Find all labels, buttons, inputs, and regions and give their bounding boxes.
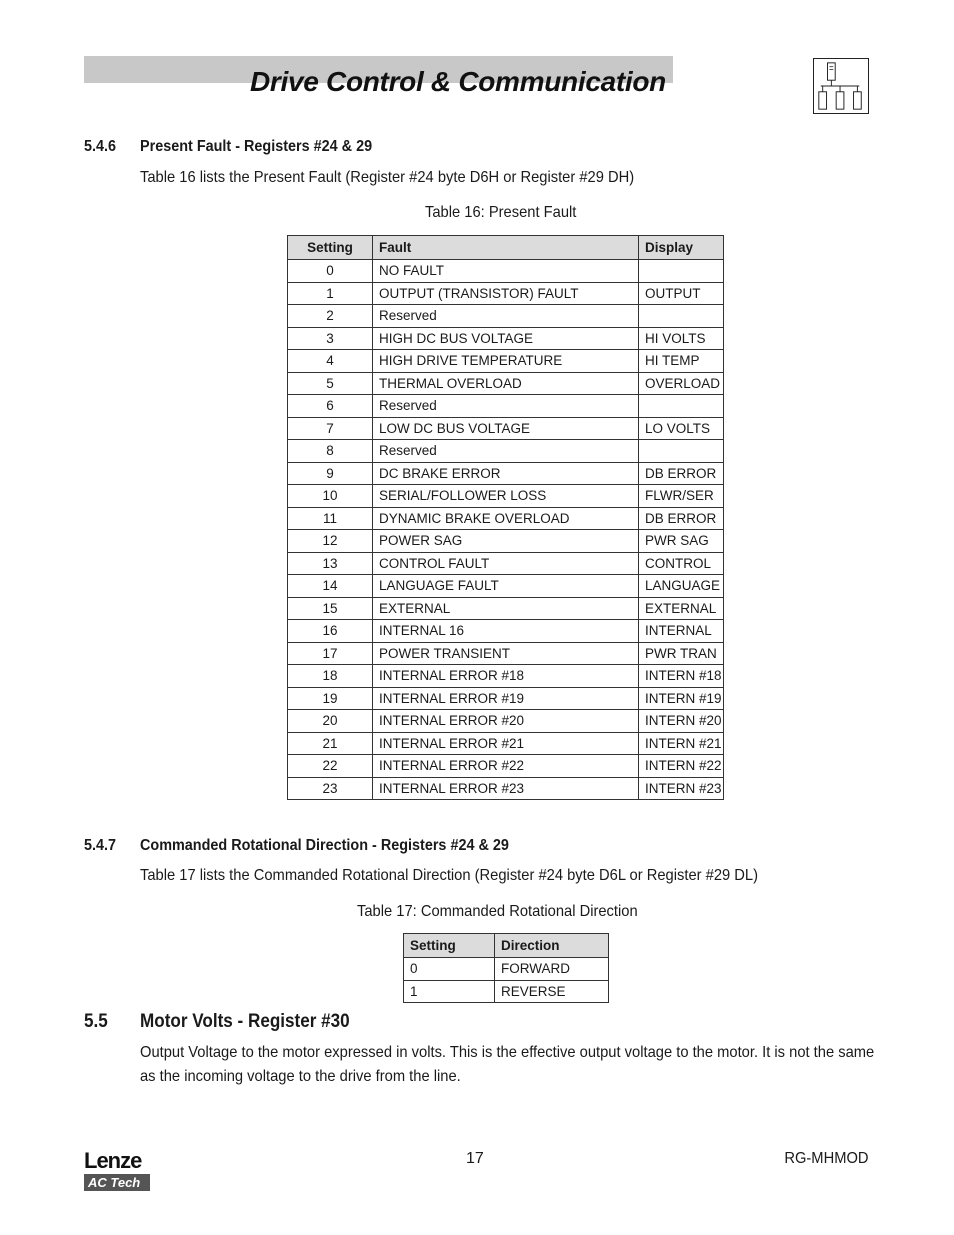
table-header-row xyxy=(404,934,609,958)
table-cell: 12 xyxy=(288,530,373,553)
table-cell xyxy=(639,305,724,328)
table-cell: 0 xyxy=(404,958,495,981)
table-cell: 0 xyxy=(288,260,373,283)
section-title: Present Fault - Registers #24 & 29 xyxy=(140,138,373,155)
table-cell: 1 xyxy=(288,282,373,305)
table-cell: OUTPUT xyxy=(639,282,724,305)
table-row xyxy=(288,597,724,620)
table-cell: FLWR/SER xyxy=(639,485,724,508)
table-cell: EXTERNAL xyxy=(639,597,724,620)
table-row xyxy=(288,507,724,530)
table-cell: 14 xyxy=(288,575,373,598)
table-cell: REVERSE xyxy=(495,980,609,1003)
table-row xyxy=(288,552,724,575)
table-cell xyxy=(639,260,724,283)
table-cell: NO FAULT xyxy=(373,260,639,283)
table-cell: INTERNAL ERROR #21 xyxy=(373,732,639,755)
table-header-row xyxy=(288,236,724,260)
table-cell: 11 xyxy=(288,507,373,530)
table-cell: 7 xyxy=(288,417,373,440)
section-body: Output Voltage to the motor expressed in volts. This is the effective output voltage to the motor. It is not the same as the incoming voltage to the drive from the line. xyxy=(140,1044,875,1085)
table-cell: 4 xyxy=(288,350,373,373)
table-row xyxy=(288,530,724,553)
table-cell: 13 xyxy=(288,552,373,575)
table-row xyxy=(288,755,724,778)
table-row xyxy=(288,260,724,283)
table-row xyxy=(404,958,609,981)
table-cell: INTERNAL ERROR #22 xyxy=(373,755,639,778)
table-cell xyxy=(639,440,724,463)
table-row xyxy=(288,395,724,418)
table-cell: INTERN #21 xyxy=(639,732,724,755)
fault-table xyxy=(287,235,724,800)
page-number: 17 xyxy=(466,1150,484,1167)
table-row xyxy=(288,350,724,373)
table-cell: DB ERROR xyxy=(639,507,724,530)
table-cell: INTERN #20 xyxy=(639,710,724,733)
column-header: Setting xyxy=(404,934,495,958)
column-header: Direction xyxy=(495,934,609,958)
section-title: Commanded Rotational Direction - Registers #24 & 29 xyxy=(140,837,509,854)
table-cell: HIGH DC BUS VOLTAGE xyxy=(373,327,639,350)
section-number: 5.5 xyxy=(84,1011,108,1032)
table-row xyxy=(404,980,609,1003)
table-row xyxy=(288,305,724,328)
table-row xyxy=(288,732,724,755)
table-cell: DYNAMIC BRAKE OVERLOAD xyxy=(373,507,639,530)
table-row xyxy=(288,440,724,463)
table-row xyxy=(288,282,724,305)
table-cell: 3 xyxy=(288,327,373,350)
table-cell: 23 xyxy=(288,777,373,800)
table-cell: INTERNAL ERROR #18 xyxy=(373,665,639,688)
document-id: RG-MHMOD xyxy=(784,1150,869,1167)
table-cell: INTERNAL 16 xyxy=(373,620,639,643)
table-cell: INTERN #23 xyxy=(639,777,724,800)
table-cell: 17 xyxy=(288,642,373,665)
table-cell: INTERNAL xyxy=(639,620,724,643)
table-cell: CONTROL FAULT xyxy=(373,552,639,575)
table-cell: EXTERNAL xyxy=(373,597,639,620)
table-cell: Reserved xyxy=(373,395,639,418)
table-cell: CONTROL xyxy=(639,552,724,575)
table-cell: 20 xyxy=(288,710,373,733)
table-cell: OVERLOAD xyxy=(639,372,724,395)
table-cell: THERMAL OVERLOAD xyxy=(373,372,639,395)
column-header: Display xyxy=(639,236,724,260)
table-cell: OUTPUT (TRANSISTOR) FAULT xyxy=(373,282,639,305)
table-cell: INTERNAL ERROR #20 xyxy=(373,710,639,733)
table-cell: INTERNAL ERROR #23 xyxy=(373,777,639,800)
table-cell: HIGH DRIVE TEMPERATURE xyxy=(373,350,639,373)
table-row xyxy=(288,417,724,440)
table-cell: FORWARD xyxy=(495,958,609,981)
logo-subtext: AC Tech xyxy=(84,1174,150,1191)
direction-table xyxy=(403,933,609,1003)
table-cell: 1 xyxy=(404,980,495,1003)
table-caption: Table 17: Commanded Rotational Direction xyxy=(357,903,638,920)
table-row xyxy=(288,665,724,688)
section-number: 5.4.7 xyxy=(84,837,117,854)
page-title: Drive Control & Communication xyxy=(250,66,666,97)
table-cell: 16 xyxy=(288,620,373,643)
table-cell: 10 xyxy=(288,485,373,508)
table-row xyxy=(288,372,724,395)
section-intro: Table 17 lists the Commanded Rotational Direction (Register #24 byte D6L or Register #29 DL) xyxy=(140,867,759,884)
table-cell: 8 xyxy=(288,440,373,463)
table-row xyxy=(288,485,724,508)
table-cell: HI TEMP xyxy=(639,350,724,373)
section-number: 5.4.6 xyxy=(84,138,117,155)
table-cell: SERIAL/FOLLOWER LOSS xyxy=(373,485,639,508)
network-diagram-icon xyxy=(813,58,869,114)
table-row xyxy=(288,575,724,598)
table-cell: LANGUAGE xyxy=(639,575,724,598)
table-caption: Table 16: Present Fault xyxy=(425,204,577,221)
table-cell: INTERN #22 xyxy=(639,755,724,778)
table-cell xyxy=(639,395,724,418)
table-cell: PWR SAG xyxy=(639,530,724,553)
table-cell: DB ERROR xyxy=(639,462,724,485)
table-cell: LANGUAGE FAULT xyxy=(373,575,639,598)
table-cell: INTERNAL ERROR #19 xyxy=(373,687,639,710)
table-cell: PWR TRAN xyxy=(639,642,724,665)
section-intro: Table 16 lists the Present Fault (Register #24 byte D6H or Register #29 DH) xyxy=(140,169,635,186)
table-cell: 15 xyxy=(288,597,373,620)
table-row xyxy=(288,642,724,665)
table-cell: POWER TRANSIENT xyxy=(373,642,639,665)
table-cell: LO VOLTS xyxy=(639,417,724,440)
table-cell: Reserved xyxy=(373,305,639,328)
table-cell: POWER SAG xyxy=(373,530,639,553)
table-row xyxy=(288,687,724,710)
section-title: Motor Volts - Register #30 xyxy=(140,1011,350,1032)
table-cell: HI VOLTS xyxy=(639,327,724,350)
table-cell: LOW DC BUS VOLTAGE xyxy=(373,417,639,440)
table-cell: INTERN #19 xyxy=(639,687,724,710)
table-row xyxy=(288,777,724,800)
table-cell: 2 xyxy=(288,305,373,328)
table-cell: 19 xyxy=(288,687,373,710)
table-cell: 6 xyxy=(288,395,373,418)
table-cell: 9 xyxy=(288,462,373,485)
table-row xyxy=(288,620,724,643)
column-header: Fault xyxy=(373,236,639,260)
logo-wordmark: Lenze xyxy=(84,1148,142,1173)
table-cell: Reserved xyxy=(373,440,639,463)
table-cell: 5 xyxy=(288,372,373,395)
table-row xyxy=(288,462,724,485)
table-cell: DC BRAKE ERROR xyxy=(373,462,639,485)
table-cell: 21 xyxy=(288,732,373,755)
table-row xyxy=(288,327,724,350)
lenze-actech-logo xyxy=(84,1150,152,1191)
table-cell: 18 xyxy=(288,665,373,688)
column-header: Setting xyxy=(288,236,373,260)
table-row xyxy=(288,710,724,733)
table-cell: INTERN #18 xyxy=(639,665,724,688)
table-cell: 22 xyxy=(288,755,373,778)
